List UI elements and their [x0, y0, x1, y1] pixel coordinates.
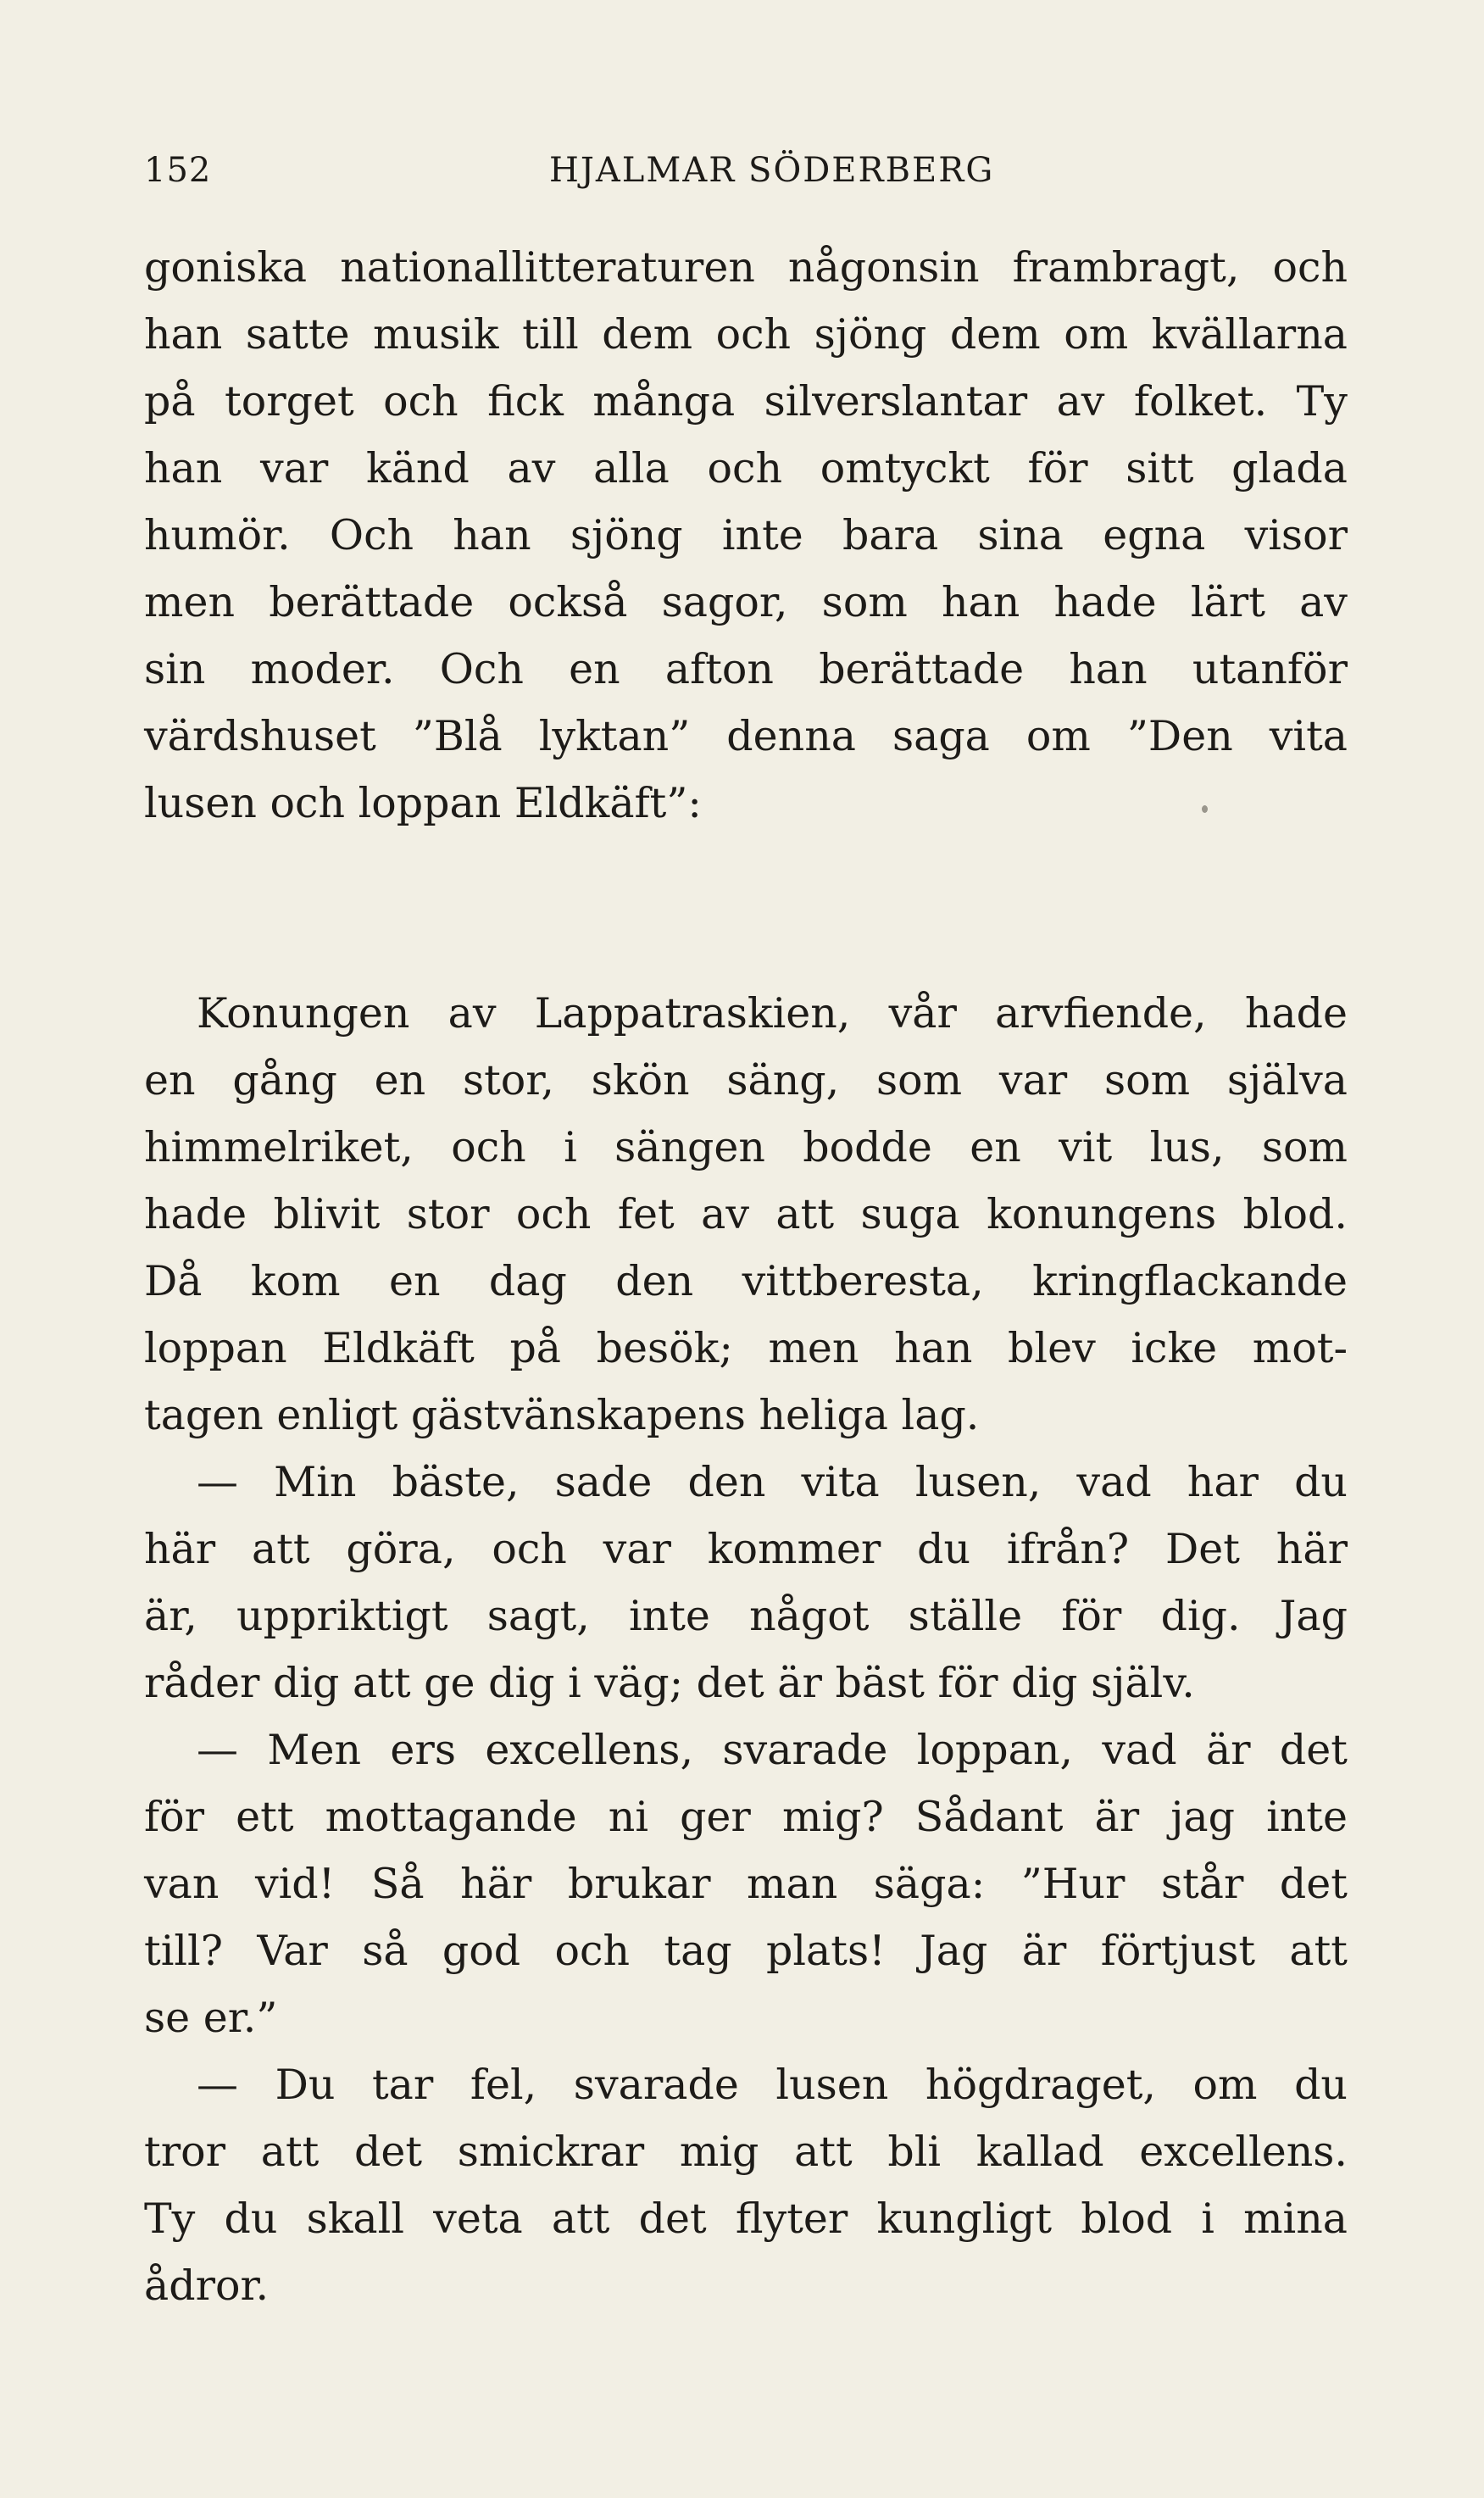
text-line: för ett mottagande ni ger mig? Sådant är jag inte: [144, 1793, 1348, 1841]
text-line: lusen och loppan Eldkäft”:: [144, 779, 702, 827]
text-line: Ty du skall veta att det flyter kungligt blod i mina: [144, 2195, 1348, 2243]
text-line: på torget och fick många silverslantar av folket. Ty: [144, 377, 1348, 426]
text-line: sin moder. Och en afton berättade han utanför: [144, 645, 1348, 693]
text-line: se er.”: [144, 1994, 278, 2042]
text-line: ådror.: [144, 2262, 270, 2310]
text-line: humör. Och han sjöng inte bara sina egna visor: [144, 511, 1348, 559]
dialogue-line: — Min bäste, sade den vita lusen, vad har du: [197, 1458, 1348, 1506]
text-line: himmelriket, och i sängen bodde en vit lus, som: [144, 1123, 1348, 1171]
page-number: 152: [144, 151, 212, 190]
text-line: han satte musik till dem och sjöng dem om kvällarna: [144, 310, 1348, 359]
story-text: [144, 980, 1348, 2319]
dialogue-line: — Du tar fel, svarade lusen högdraget, om du: [197, 2061, 1348, 2109]
text-line: tagen enligt gästvänskapens heliga lag.: [144, 1391, 980, 1439]
text-line: en gång en stor, skön säng, som var som själva: [144, 1056, 1348, 1104]
text-line: goniska nationallitteraturen någonsin frambragt, och: [144, 243, 1348, 292]
text-line: är, uppriktigt sagt, inte något ställe för dig. Jag: [144, 1592, 1348, 1640]
text-line: Då kom en dag den vittberesta, kringflackande: [144, 1257, 1348, 1305]
text-line: van vid! Så här brukar man säga: ”Hur står det: [144, 1860, 1348, 1908]
intro-paragraph: [144, 234, 1348, 837]
text-line: värdshuset ”Blå lyktan” denna saga om ”Den vita: [144, 712, 1348, 760]
dialogue-line: — Men ers excellens, svarade loppan, vad är det: [197, 1726, 1348, 1774]
text-line: men berättade också sagor, som han hade lärt av: [144, 578, 1348, 626]
print-speck: [1202, 805, 1208, 813]
text-line: tror att det smickrar mig att bli kallad excellens.: [144, 2128, 1348, 2176]
text-line: råder dig att ge dig i väg; det är bäst för dig själv.: [144, 1659, 1195, 1707]
text-line: han var känd av alla och omtyckt för sitt glada: [144, 444, 1348, 492]
text-line: till? Var så god och tag plats! Jag är förtjust att: [144, 1927, 1348, 1975]
running-head: HJALMAR SÖDERBERG: [549, 151, 995, 190]
page-header: [144, 151, 1348, 202]
text-line: hade blivit stor och fet av att suga konungens blod.: [144, 1190, 1348, 1238]
text-line: här att göra, och var kommer du ifrån? Det här: [144, 1525, 1348, 1573]
text-line: loppan Eldkäft på besök; men han blev icke mot-: [144, 1324, 1348, 1372]
text-line: Konungen av Lappatraskien, vår arvfiende, hade: [197, 989, 1348, 1038]
